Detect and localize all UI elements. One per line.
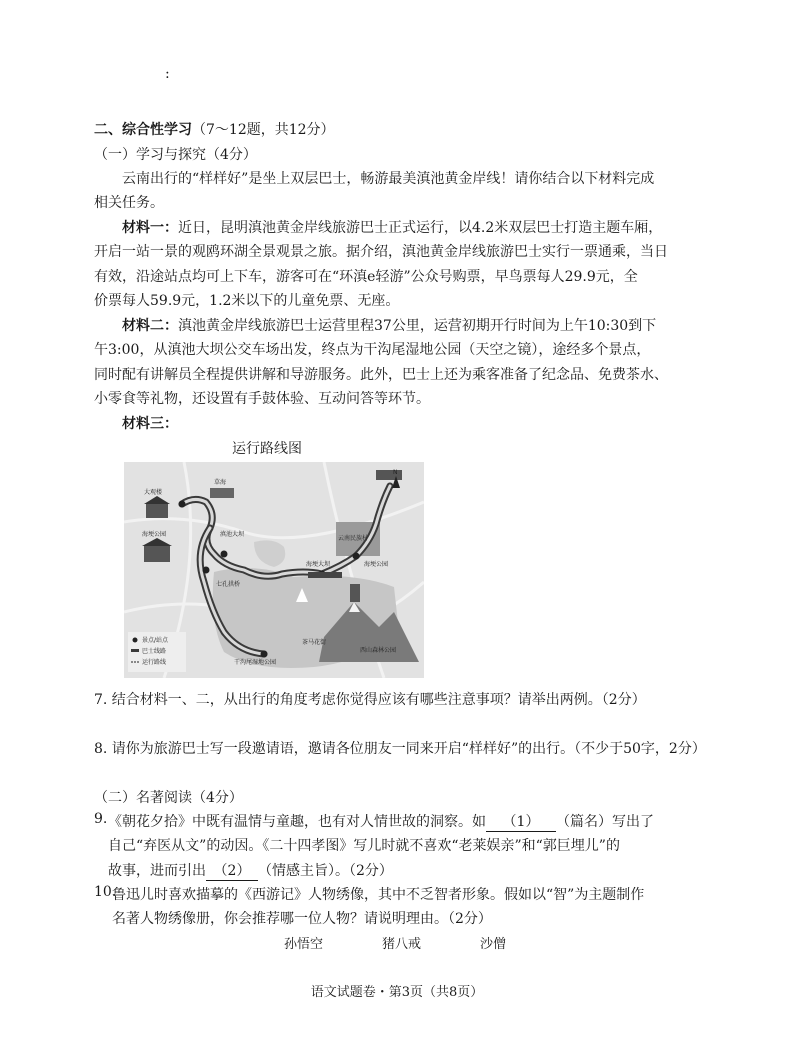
q9-line2: 自己“弃医从文”的动因。《二十四孝图》写儿时就不喜欢“老莱娱亲”和“郭巨埋儿”的 — [108, 838, 620, 854]
map-label-10: 干沟尾湿地公园 — [234, 659, 277, 666]
material3-label: 材料三： — [122, 416, 178, 432]
q10-line2: 名著人物绣像册，你会推荐哪一位人物？请说明理由。（2分） — [112, 911, 492, 927]
q10-option-1: 孙悟空 — [284, 937, 324, 952]
q10-option-2: 猪八戒 — [382, 937, 422, 952]
q10-number: 10. — [94, 884, 117, 900]
material2-line2: 午3:00，从滇池大坝公交车场出发，终点为干沟尾湿地公园（天空之镜），途经多个景点， — [94, 342, 651, 358]
map-label-9: 西山森林公园 — [360, 647, 397, 654]
q9-line1 — [108, 811, 654, 832]
material1-line1 — [122, 217, 662, 237]
north-label: N — [393, 469, 398, 476]
legend-3: 运行路线 — [142, 659, 167, 666]
q9-text-b: （篇名）写出了 — [556, 814, 654, 830]
part2-title: （二）名著阅读（4分） — [94, 790, 243, 806]
part1-intro-line2: 相关任务。 — [94, 195, 164, 211]
question-7: 7. 结合材料一、二，从出行的角度考虑你觉得应该有哪些注意事项？请举出两例。（2分） — [94, 692, 646, 708]
pin-icon — [203, 567, 210, 574]
question-8: 8. 请你为旅游巴士写一段邀请语，邀请各位朋友一同来开启“样样好”的出行。（不少于50字，2分） — [94, 741, 706, 757]
material2-line3: 同时配有讲解员全程提供讲解和导游服务。此外，巴士上还为乘客准备了纪念品、免费茶水、 — [94, 367, 668, 383]
material1-line2: 开启一站一景的观鸥环湖全景观景之旅。据介绍，滇池黄金岸线旅游巴士实行一票通乘，当日 — [94, 244, 668, 260]
building-icon — [210, 488, 234, 498]
material1-line4: 价票每人59.9元，1.2米以下的儿童免票、无座。 — [94, 293, 400, 309]
map-label-8: 七孔拱桥 — [216, 581, 241, 588]
pin-icon — [221, 551, 228, 558]
q9-line3 — [108, 860, 393, 881]
map-label-6: 海埂大坝 — [306, 561, 331, 568]
material1-label: 材料一： — [122, 220, 178, 236]
gate-icon — [144, 546, 170, 562]
section2-title: 二、综合性学习 — [94, 122, 192, 138]
tower-icon — [350, 584, 360, 602]
map-label-4: 滇池大坝 — [220, 531, 245, 538]
part1-intro-line1: 云南出行的“样样好”是坐上双层巴士，畅游最美滇池黄金岸线！请你结合以下材料完成 — [122, 171, 655, 187]
map-legend — [128, 632, 186, 672]
legend-2: 巴士线路 — [142, 648, 167, 655]
part1-title: （一）学习与探究（4分） — [94, 147, 257, 163]
legend-route-icon — [131, 649, 139, 652]
pin-icon — [261, 651, 268, 658]
map-label-5: 云南民族村 — [338, 535, 369, 542]
route-map — [124, 462, 424, 678]
dam-bridge-icon — [308, 572, 342, 578]
pavilion-icon — [146, 504, 168, 518]
map-label-1: 大观楼 — [144, 489, 163, 496]
map-title: 运行路线图 — [232, 441, 302, 457]
material2-text: 滇池黄金岸线旅游巴士运营里程37公里，运营初期开行时间为上午10:30到下 — [178, 318, 657, 334]
q9-blank-1[interactable]: （1） — [486, 811, 556, 832]
material2-line4: 小零食等礼物，还设置有手鼓体验、互动问答等环节。 — [94, 391, 430, 407]
q9-text-c: 故事，进而引出 — [108, 863, 206, 879]
pin-icon — [353, 553, 360, 560]
q10-line1: 鲁迅儿时喜欢描摹的《西游记》人物绣像，其中不乏智者形象。假如以“智”为主题制作 — [112, 887, 645, 903]
q9-text-d: （情感主旨）。（2分） — [258, 863, 393, 879]
map-label-11: 茶马花街 — [302, 639, 327, 646]
q9-number: 9. — [94, 811, 108, 827]
material1-line3: 有效，沿途站点均可上下车，游客可在“环滇e轻游”公众号购票，早鸟票每人29.9元，全 — [94, 269, 638, 285]
route-map-svg — [124, 462, 424, 678]
material2-line1 — [122, 315, 656, 335]
legend-1: 景点/站点 — [142, 637, 169, 644]
material1-text: 近日，昆明滇池黄金岸线旅游巴士正式运行，以4.2米双层巴士打造主题车厢， — [178, 220, 663, 236]
legend-pin-icon — [133, 638, 138, 643]
colon-mark: : — [165, 66, 170, 82]
map-label-2: 草海 — [214, 479, 227, 486]
q9-blank-2[interactable]: （2） — [206, 860, 258, 881]
material2-label: 材料二： — [122, 318, 178, 334]
section2-meta: （7～12题，共12分） — [192, 122, 335, 138]
q10-option-3: 沙僧 — [480, 937, 507, 952]
map-label-3: 海埂公园 — [142, 531, 167, 538]
bus-icon — [376, 470, 402, 480]
q9-text-a: 《朝花夕拾》中既有温情与童趣，也有对人情世故的洞察。如 — [108, 814, 486, 830]
page-footer: 语文试题卷・第3页（共8页） — [310, 985, 484, 1000]
pin-icon — [179, 501, 186, 508]
section2-heading — [94, 119, 335, 139]
map-label-7: 海埂公园 — [364, 561, 389, 568]
